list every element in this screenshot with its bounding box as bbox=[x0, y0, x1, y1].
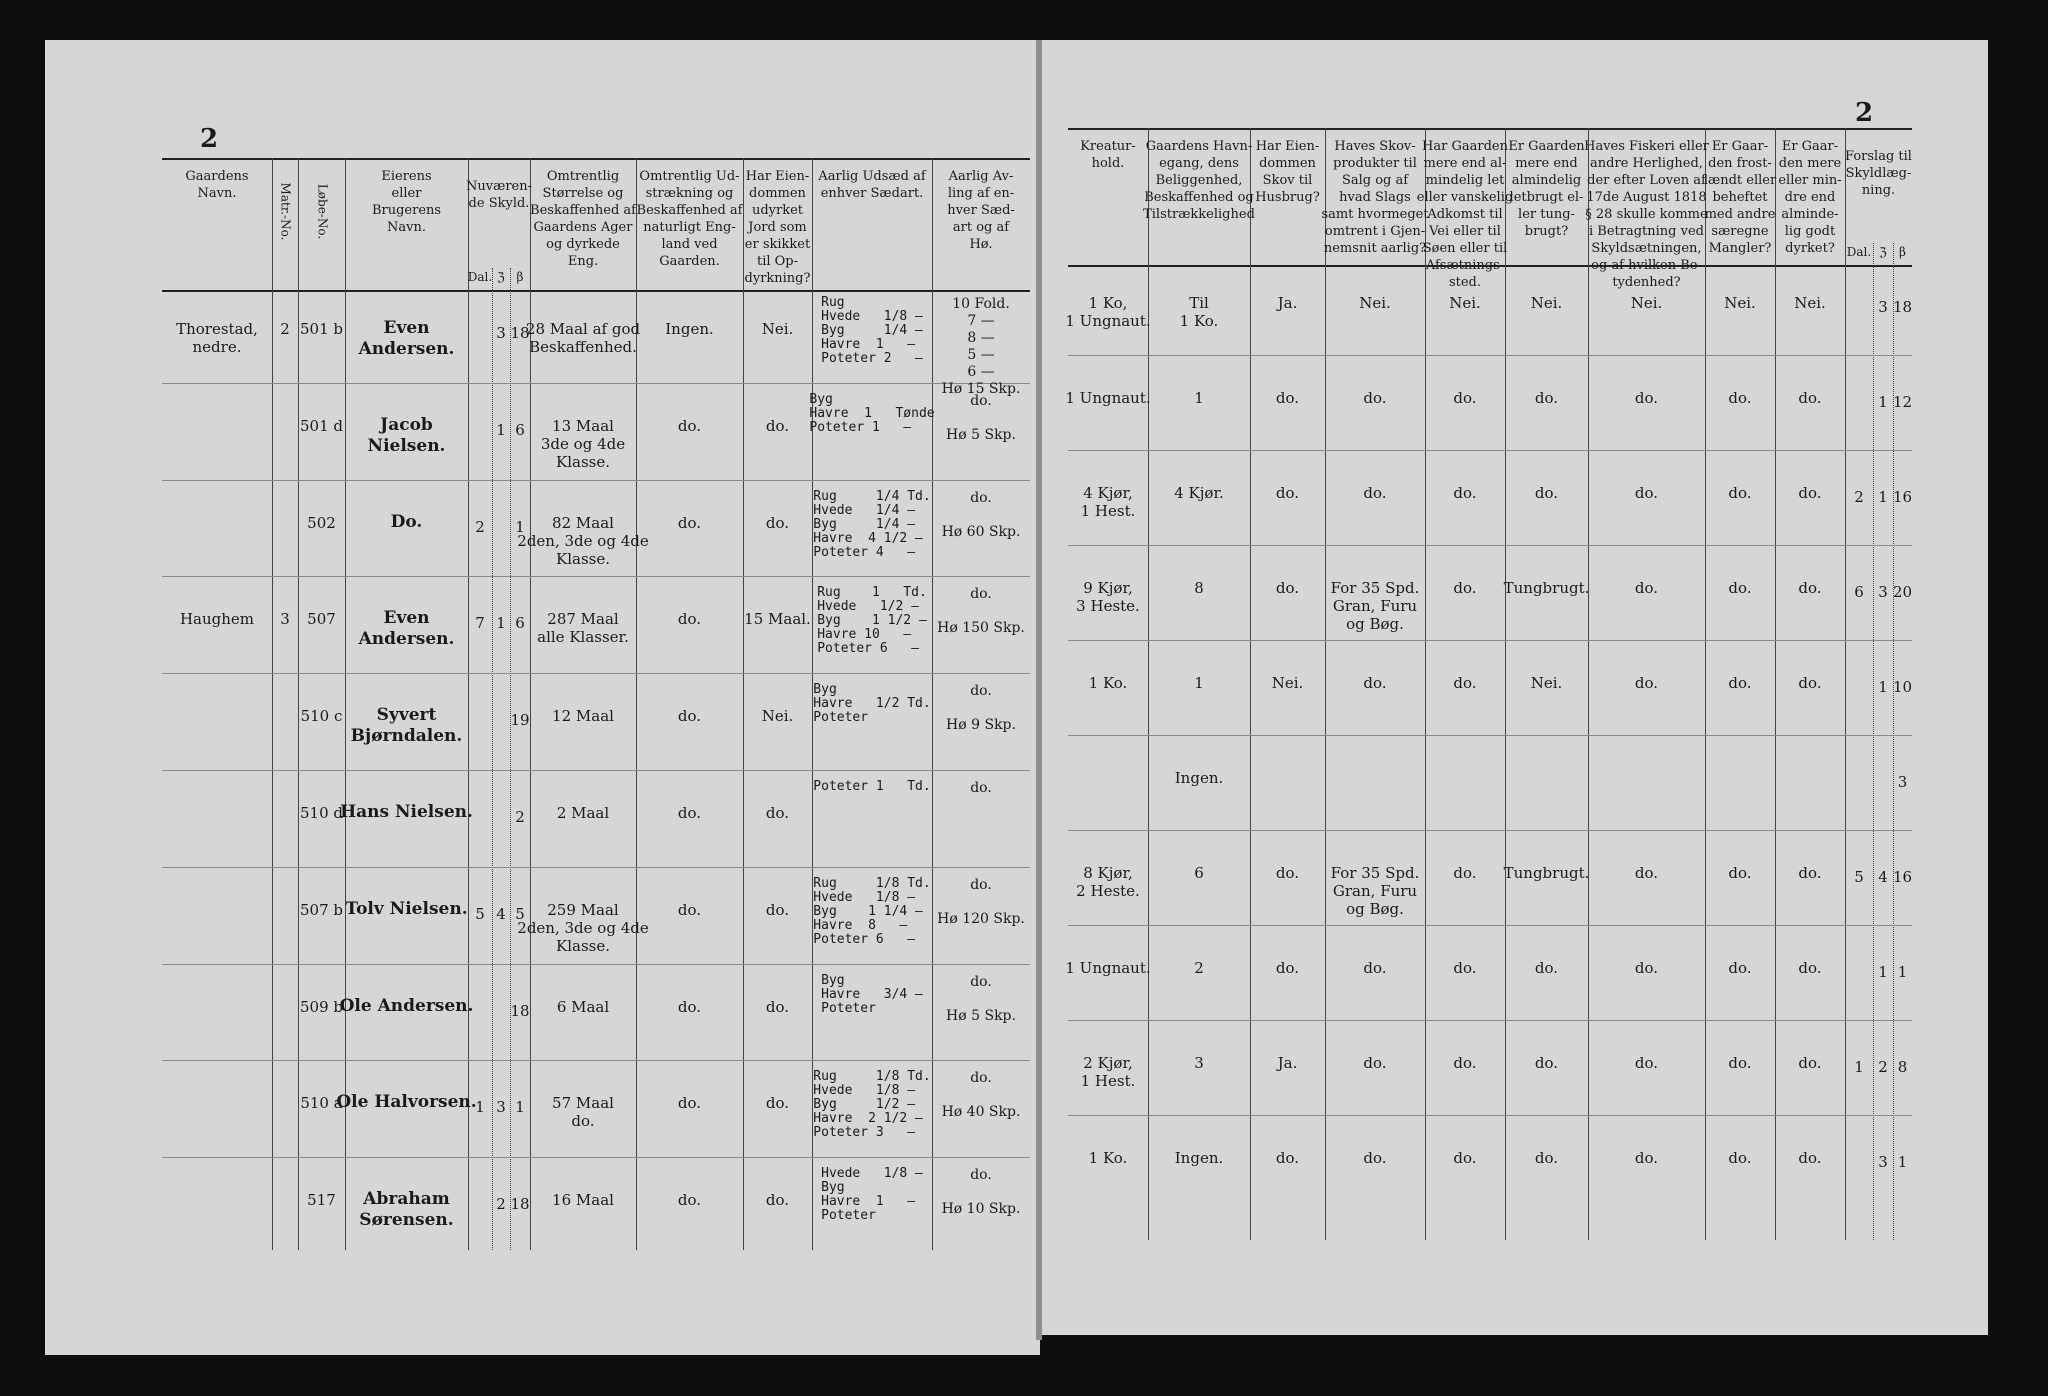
right-row-letbrugt: do. bbox=[1534, 1054, 1559, 1072]
left-row-skyld-value: 1 bbox=[496, 614, 506, 633]
right-row-frost: do. bbox=[1728, 1054, 1752, 1072]
right-row-rule bbox=[1068, 450, 1912, 451]
right-row-forslag-value: 3 bbox=[1897, 773, 1908, 791]
right-row-skov: Nei. bbox=[1271, 674, 1304, 692]
right-row-letbrugt: do. bbox=[1534, 484, 1559, 502]
right-row-havn: 4 Kjør. bbox=[1174, 484, 1224, 502]
left-unit-daler: Dal. bbox=[467, 270, 493, 284]
left-row-udstr: do. bbox=[677, 900, 702, 919]
left-row-udstr: do. bbox=[677, 416, 702, 435]
right-row-fiskeri: do. bbox=[1634, 389, 1659, 407]
right-row-frost: do. bbox=[1728, 579, 1752, 597]
right-row-afkomst: do. bbox=[1453, 484, 1477, 502]
left-row-udstr: do. bbox=[677, 1094, 702, 1113]
left-row-matr: 2 bbox=[280, 320, 290, 338]
right-unit-skilling: β bbox=[1899, 245, 1906, 259]
left-row-skyld-value: 5 bbox=[475, 904, 485, 923]
left-row-udyrket: Nei. bbox=[761, 320, 794, 338]
left-row-gaard: Haughem bbox=[179, 610, 255, 629]
right-row-dyrket: do. bbox=[1798, 959, 1822, 977]
left-row-udyrket: do. bbox=[765, 997, 790, 1016]
left-row-lobe: 510 a bbox=[300, 1094, 343, 1113]
right-row-kreatur: 1 Ko. bbox=[1088, 1149, 1128, 1167]
right-row-afkomst: do. bbox=[1453, 864, 1477, 882]
right-row-skovprod: do. bbox=[1363, 1149, 1387, 1167]
right-row-havn: Ingen. bbox=[1174, 1149, 1224, 1167]
left-header-rule bbox=[162, 290, 1030, 292]
right-column-rule bbox=[1845, 128, 1846, 1240]
right-row-letbrugt: Tungbrugt. bbox=[1503, 864, 1590, 882]
left-row-udyrket: do. bbox=[765, 513, 790, 532]
left-row-eier: Even Andersen. bbox=[358, 608, 455, 650]
left-row-gaard: Thorestad, nedre. bbox=[176, 320, 258, 356]
right-row-frost: do. bbox=[1728, 389, 1752, 407]
left-row-skyld-value: 2 bbox=[515, 808, 525, 826]
right-top-rule bbox=[1068, 128, 1912, 130]
left-header-avling: Aarlig Av- ling af en- hver Sæd- art og af Hø. bbox=[947, 169, 1015, 252]
right-row-rule bbox=[1068, 735, 1912, 736]
right-row-forslag-value: 1 bbox=[1897, 1153, 1908, 1171]
right-row-fiskeri: do. bbox=[1634, 484, 1659, 502]
right-row-kreatur: 1 Ko. bbox=[1088, 674, 1128, 692]
right-row-skov: Ja. bbox=[1277, 294, 1298, 312]
right-row-afkomst: do. bbox=[1453, 1149, 1477, 1167]
left-row-rule bbox=[162, 383, 1030, 384]
right-row-forslag-value: 1 bbox=[1854, 1058, 1864, 1076]
right-row-rule bbox=[1068, 830, 1912, 831]
left-row-rule bbox=[162, 480, 1030, 481]
left-row-lobe: 507 bbox=[307, 610, 336, 629]
right-column-rule bbox=[1325, 128, 1326, 1240]
left-row-avling: do. Hø 120 Skp. bbox=[937, 876, 1025, 927]
left-row-udsaed: Rug 1/8 Td. Hvede 1/8 — Byg 1/2 — Havre 2 1/2 — Poteter 3 — bbox=[813, 1069, 931, 1141]
right-row-fiskeri: do. bbox=[1634, 1054, 1659, 1072]
right-row-letbrugt: Nei. bbox=[1530, 674, 1563, 692]
left-row-eier: Syvert Bjørndalen. bbox=[350, 705, 463, 747]
left-row-ager: 16 Maal bbox=[552, 1191, 614, 1210]
right-row-forslag-value: 1 bbox=[1878, 678, 1888, 696]
left-column-rule bbox=[345, 158, 346, 1250]
right-row-kreatur: 2 Kjør, 1 Hest. bbox=[1080, 1054, 1136, 1090]
right-row-rule bbox=[1068, 925, 1912, 926]
left-row-udsaed: Rug 1 Td. Hvede 1/2 — Byg 1 1/2 — Havre 10 — Poteter 6 — bbox=[817, 585, 927, 657]
left-row-lobe: 510 c bbox=[300, 707, 343, 726]
right-row-skov: do. bbox=[1275, 959, 1300, 977]
right-row-fiskeri: do. bbox=[1634, 864, 1659, 882]
right-header-havn: Gaardens Havn- egang, dens Beliggenhed, Beskaffenhed og Tilstrækkelighed bbox=[1143, 139, 1255, 222]
right-row-skov: do. bbox=[1275, 864, 1300, 882]
left-row-eier: Tolv Nielsen. bbox=[345, 898, 468, 919]
right-row-havn: 1 bbox=[1194, 389, 1204, 407]
right-row-forslag-value: 4 bbox=[1878, 868, 1888, 886]
right-row-dyrket: do. bbox=[1798, 389, 1822, 407]
right-row-frost: do. bbox=[1728, 484, 1752, 502]
left-row-avling: do. Hø 5 Skp. bbox=[946, 973, 1016, 1024]
right-row-dyrket: do. bbox=[1798, 674, 1822, 692]
right-row-skov: do. bbox=[1275, 484, 1300, 502]
right-row-forslag-value: 20 bbox=[1892, 583, 1913, 601]
right-row-dyrket: do. bbox=[1798, 579, 1822, 597]
left-row-lobe: 510 d bbox=[299, 804, 344, 822]
right-row-havn: 2 bbox=[1194, 959, 1204, 977]
right-row-fiskeri: Nei. bbox=[1630, 294, 1663, 312]
left-row-udyrket: do. bbox=[765, 1094, 790, 1113]
right-row-dyrket: do. bbox=[1798, 864, 1822, 882]
left-row-skyld-value: 3 bbox=[496, 324, 506, 342]
left-row-rule bbox=[162, 1060, 1030, 1061]
page-number-right: 2 bbox=[1855, 98, 1874, 128]
left-row-skyld-value: 18 bbox=[510, 324, 530, 342]
right-row-skov: do. bbox=[1275, 579, 1300, 597]
left-row-skyld-value: 1 bbox=[515, 517, 525, 536]
right-row-letbrugt: do. bbox=[1534, 1149, 1559, 1167]
right-row-afkomst: Nei. bbox=[1449, 294, 1481, 312]
left-row-udsaed: Hvede 1/8 — Byg Havre 1 — Poteter bbox=[821, 1166, 923, 1224]
right-row-forslag-value: 16 bbox=[1892, 488, 1913, 506]
right-row-skov: do. bbox=[1275, 1149, 1300, 1167]
right-row-rule bbox=[1068, 545, 1912, 546]
left-header-matr: Matr.-No. bbox=[278, 182, 293, 241]
right-header-skov: Har Eien- dommen Skov til Husbrug? bbox=[1255, 139, 1320, 205]
right-unit-ort: ℨ bbox=[1879, 245, 1887, 259]
left-row-eier: Ole Andersen. bbox=[339, 995, 474, 1016]
left-row-udyrket: do. bbox=[765, 900, 790, 919]
left-row-udsaed: Rug Hvede 1/8 — Byg 1/4 — Havre 1 — Poteter 2 — bbox=[821, 295, 923, 366]
left-row-eier: Ole Halvorsen. bbox=[336, 1092, 477, 1113]
book-spine bbox=[1036, 40, 1042, 1340]
right-row-skovprod: do. bbox=[1363, 484, 1387, 502]
left-row-avling: do. Hø 10 Skp. bbox=[941, 1167, 1021, 1218]
left-row-udsaed: Byg Havre 1/2 Td. Poteter bbox=[813, 682, 931, 726]
left-row-udsaed: Byg Havre 1 Tønde Poteter 1 — bbox=[809, 391, 935, 435]
left-row-lobe: 501 b bbox=[299, 320, 344, 338]
right-row-skovprod: do. bbox=[1363, 674, 1387, 692]
right-column-rule bbox=[1775, 128, 1776, 1240]
right-row-forslag-value: 3 bbox=[1878, 1153, 1888, 1171]
left-row-skyld-value: 18 bbox=[510, 1195, 530, 1214]
left-row-udsaed: Rug 1/8 Td. Hvede 1/8 — Byg 1 1/4 — Havre 8 — Poteter 6 — bbox=[813, 875, 931, 947]
left-row-skyld-value: 2 bbox=[496, 1195, 506, 1214]
right-row-dyrket: do. bbox=[1798, 484, 1822, 502]
right-row-forslag-value: 18 bbox=[1892, 298, 1913, 316]
left-row-lobe: 501 d bbox=[299, 416, 344, 435]
right-row-fiskeri: do. bbox=[1634, 959, 1659, 977]
right-row-skovprod: do. bbox=[1363, 1054, 1387, 1072]
right-row-kreatur: 1 Ko, 1 Ungnaut. bbox=[1065, 294, 1151, 330]
left-row-avling: do. Hø 40 Skp. bbox=[941, 1070, 1021, 1121]
right-row-forslag-value: 1 bbox=[1878, 963, 1888, 981]
right-header-afkomst: Har Gaarden mere end al- mindelig let eller vanskelig Adkomst til Vei eller til Søen eller til Afsætnings- sted. bbox=[1416, 139, 1514, 290]
right-row-havn: Til 1 Ko. bbox=[1179, 294, 1219, 330]
left-row-ager: 2 Maal bbox=[556, 804, 610, 822]
left-row-ager: 12 Maal bbox=[552, 707, 614, 726]
right-row-letbrugt: Tungbrugt. bbox=[1503, 579, 1590, 597]
left-header-ager: Omtrentlig Størrelse og Beskaffenhed af Gaardens Ager og dyrkede Eng. bbox=[530, 169, 636, 269]
left-row-udyrket: do. bbox=[765, 804, 790, 822]
right-row-fiskeri: do. bbox=[1634, 579, 1659, 597]
left-row-ager: 6 Maal bbox=[556, 997, 610, 1016]
right-header-dyrket: Er Gaar- den mere eller min- dre end alminde- lig godt dyrket? bbox=[1778, 139, 1842, 256]
left-row-skyld-value: 6 bbox=[515, 420, 525, 439]
right-row-letbrugt: Nei. bbox=[1530, 294, 1563, 312]
right-row-forslag-value: 2 bbox=[1854, 488, 1864, 506]
left-column-rule bbox=[298, 158, 299, 1250]
right-row-forslag-value: 5 bbox=[1854, 868, 1864, 886]
right-row-forslag-value: 16 bbox=[1892, 868, 1913, 886]
left-row-avling: do. Hø 60 Skp. bbox=[941, 489, 1021, 540]
right-row-fiskeri: do. bbox=[1634, 674, 1659, 692]
left-row-rule bbox=[162, 964, 1030, 965]
left-row-skyld-value: 6 bbox=[515, 614, 525, 633]
left-row-skyld-value: 18 bbox=[510, 1001, 530, 1020]
right-row-kreatur: 4 Kjør, 1 Hest. bbox=[1080, 484, 1136, 520]
right-row-forslag-value: 1 bbox=[1878, 393, 1888, 411]
left-row-skyld-value: 3 bbox=[496, 1098, 506, 1117]
left-row-skyld-value: 1 bbox=[475, 1098, 485, 1117]
left-row-rule bbox=[162, 673, 1030, 674]
right-row-frost: do. bbox=[1728, 864, 1752, 882]
right-row-kreatur: 1 Ungnaut. bbox=[1065, 389, 1151, 407]
left-row-rule bbox=[162, 867, 1030, 868]
left-row-skyld-value: 2 bbox=[475, 517, 485, 536]
left-row-udyrket: Nei. bbox=[761, 707, 794, 726]
right-row-frost: do. bbox=[1728, 959, 1752, 977]
left-row-udstr: do. bbox=[677, 1191, 702, 1210]
left-header-udstr: Omtrentlig Ud- strækning og Beskaffenhed af naturligt Eng- land ved Gaarden. bbox=[636, 169, 743, 269]
right-row-dyrket: do. bbox=[1798, 1149, 1822, 1167]
left-row-avling: do. bbox=[970, 780, 992, 796]
right-row-havn: 1 bbox=[1194, 674, 1204, 692]
right-row-forslag-value: 1 bbox=[1878, 488, 1888, 506]
right-row-havn: 3 bbox=[1194, 1054, 1204, 1072]
right-row-forslag-value: 2 bbox=[1878, 1058, 1888, 1076]
right-row-kreatur: 8 Kjør, 2 Heste. bbox=[1076, 864, 1140, 900]
left-subcolumn-rule bbox=[492, 268, 493, 1250]
right-row-rule bbox=[1068, 355, 1912, 356]
right-row-skov: do. bbox=[1275, 389, 1300, 407]
left-row-avling: 10 Fold. 7 — 8 — 5 — 6 — Hø 15 Skp. bbox=[941, 296, 1021, 397]
right-header-fiskeri: Haves Fiskeri eller andre Herlighed, der efter Loven af 17de August 1818 § 28 skulle komme i Betragtning ved Skyldsætningen, og af hvilken Be- tydenhed? bbox=[1584, 139, 1709, 290]
left-row-ager: 28 Maal af god Beskaffenhed. bbox=[525, 320, 641, 356]
right-row-havn: Ingen. bbox=[1174, 769, 1224, 787]
right-row-kreatur: 9 Kjør, 3 Heste. bbox=[1076, 579, 1140, 615]
right-row-forslag-value: 3 bbox=[1878, 298, 1888, 316]
left-row-avling: do. Hø 150 Skp. bbox=[937, 586, 1025, 637]
right-row-letbrugt: do. bbox=[1534, 389, 1559, 407]
left-header-gaard: Gaardens Navn. bbox=[185, 169, 249, 201]
left-row-ager: 57 Maal do. bbox=[552, 1094, 614, 1131]
left-column-rule bbox=[468, 158, 469, 1250]
left-row-skyld-value: 5 bbox=[515, 904, 525, 923]
right-row-rule bbox=[1068, 640, 1912, 641]
right-row-frost: do. bbox=[1728, 674, 1752, 692]
left-row-eier: Do. bbox=[390, 511, 423, 532]
left-column-rule bbox=[743, 158, 744, 1250]
left-row-avling: do. Hø 9 Skp. bbox=[946, 683, 1016, 734]
left-row-eier: Even Andersen. bbox=[358, 318, 455, 359]
left-header-udyrket: Har Eien- dommen udyrket Jord som er skikket til Op- dyrkning? bbox=[744, 169, 811, 286]
right-row-fiskeri: do. bbox=[1634, 1149, 1659, 1167]
left-header-skyld: Nuværen- de Skyld. bbox=[466, 179, 532, 211]
left-row-eier: Hans Nielsen. bbox=[340, 802, 473, 822]
right-row-forslag-value: 1 bbox=[1897, 963, 1908, 981]
left-row-lobe: 507 b bbox=[299, 900, 344, 919]
left-row-skyld-value: 4 bbox=[496, 904, 506, 923]
left-row-ager: 287 Maal alle Klasser. bbox=[537, 610, 629, 647]
left-row-udyrket: do. bbox=[765, 1191, 790, 1210]
right-header-frost: Er Gaar- den frost- lændt eller beheftet med andre særegne Mangler? bbox=[1703, 139, 1777, 256]
left-row-udsaed: Poteter 1 Td. bbox=[813, 779, 931, 794]
right-subcolumn-rule bbox=[1873, 243, 1874, 1240]
right-row-skovprod: For 35 Spd. Gran, Furu og Bøg. bbox=[1330, 864, 1420, 918]
left-row-udstr: do. bbox=[677, 707, 702, 726]
right-row-havn: 8 bbox=[1194, 579, 1204, 597]
left-row-eier: Jacob Nielsen. bbox=[367, 414, 446, 456]
left-row-lobe: 509 b bbox=[299, 997, 344, 1016]
right-row-skovprod: do. bbox=[1363, 389, 1387, 407]
left-row-udstr: do. bbox=[677, 610, 702, 629]
right-column-rule bbox=[1505, 128, 1506, 1240]
left-row-skyld-value: 7 bbox=[475, 614, 485, 633]
left-row-skyld-value: 1 bbox=[496, 420, 506, 439]
left-subcolumn-rule bbox=[510, 268, 511, 1250]
left-header-udsaed: Aarlig Udsæd af enhver Sædart. bbox=[818, 169, 926, 201]
left-header-lobe: Løbe-No. bbox=[315, 183, 329, 240]
left-column-rule bbox=[932, 158, 933, 1250]
left-row-udstr: do. bbox=[677, 513, 702, 532]
left-row-matr: 3 bbox=[280, 610, 290, 629]
right-row-havn: 6 bbox=[1194, 864, 1204, 882]
left-row-ager: 259 Maal 2den, 3de og 4de Klasse. bbox=[517, 900, 649, 955]
right-row-skovprod: do. bbox=[1363, 959, 1387, 977]
right-row-letbrugt: do. bbox=[1534, 959, 1559, 977]
right-row-afkomst: do. bbox=[1453, 1054, 1477, 1072]
right-header-kreatur: Kreatur- hold. bbox=[1080, 139, 1136, 171]
right-row-rule bbox=[1068, 1115, 1912, 1116]
left-unit-ort: ℨ bbox=[497, 270, 505, 284]
left-row-ager: 13 Maal 3de og 4de Klasse. bbox=[540, 416, 626, 471]
left-row-udstr: Ingen. bbox=[665, 320, 714, 338]
left-row-udyrket: 15 Maal. bbox=[744, 610, 811, 629]
right-column-rule bbox=[1588, 128, 1589, 1240]
right-unit-daler: Dal. bbox=[1846, 245, 1872, 259]
right-row-frost: do. bbox=[1728, 1149, 1752, 1167]
left-row-rule bbox=[162, 576, 1030, 577]
right-header-forslag: Forslag til Skyldlæg- ning. bbox=[1845, 149, 1912, 198]
left-row-skyld-value: 19 bbox=[510, 711, 530, 730]
left-row-rule bbox=[162, 770, 1030, 771]
right-row-afkomst: do. bbox=[1453, 959, 1477, 977]
left-row-lobe: 502 bbox=[307, 513, 336, 532]
left-row-udstr: do. bbox=[677, 804, 702, 822]
right-row-forslag-value: 12 bbox=[1892, 393, 1913, 411]
right-row-skovprod: For 35 Spd. Gran, Furu og Bøg. bbox=[1330, 579, 1420, 633]
left-row-lobe: 517 bbox=[307, 1191, 336, 1210]
right-row-skovprod: Nei. bbox=[1359, 294, 1391, 312]
right-row-frost: Nei. bbox=[1724, 294, 1756, 312]
right-header-letbrugt: Er Gaarden mere end almindelig letbrugt el- ler tung- brugt? bbox=[1508, 139, 1585, 239]
right-row-afkomst: do. bbox=[1453, 674, 1477, 692]
right-column-rule bbox=[1425, 128, 1426, 1240]
left-row-udsaed: Rug 1/4 Td. Hvede 1/4 — Byg 1/4 — Havre 4 1/2 — Poteter 4 — bbox=[813, 488, 931, 560]
right-header-skovprod: Haves Skov- produkter til Salg og af hvad Slags samt hvormeget omtrent i Gjen- nemsnit aarlig? bbox=[1321, 139, 1429, 256]
left-row-ager: 82 Maal 2den, 3de og 4de Klasse. bbox=[517, 513, 649, 568]
right-column-rule bbox=[1250, 128, 1251, 1240]
right-row-dyrket: Nei. bbox=[1794, 294, 1826, 312]
left-unit-skilling: β bbox=[516, 270, 524, 284]
page-number-left: 2 bbox=[200, 124, 219, 154]
left-row-eier: Abraham Sørensen. bbox=[359, 1189, 454, 1231]
right-column-rule bbox=[1705, 128, 1706, 1240]
right-row-forslag-value: 10 bbox=[1892, 678, 1913, 696]
left-row-rule bbox=[162, 1157, 1030, 1158]
left-row-udstr: do. bbox=[677, 997, 702, 1016]
right-row-forslag-value: 6 bbox=[1854, 583, 1864, 601]
left-top-rule bbox=[162, 158, 1030, 160]
left-row-udsaed: Byg Havre 3/4 — Poteter bbox=[821, 972, 923, 1016]
left-row-udyrket: do. bbox=[765, 416, 790, 435]
left-row-skyld-value: 1 bbox=[515, 1098, 525, 1117]
right-row-dyrket: do. bbox=[1798, 1054, 1822, 1072]
left-header-eier: Eierens eller Brugerens Navn. bbox=[371, 169, 442, 235]
right-row-afkomst: do. bbox=[1453, 579, 1477, 597]
right-row-forslag-value: 3 bbox=[1878, 583, 1888, 601]
right-row-skov: Ja. bbox=[1277, 1054, 1298, 1072]
right-row-forslag-value: 8 bbox=[1897, 1058, 1908, 1076]
right-row-rule bbox=[1068, 1020, 1912, 1021]
left-row-avling: do. Hø 5 Skp. bbox=[946, 392, 1016, 443]
right-row-afkomst: do. bbox=[1453, 389, 1477, 407]
right-row-kreatur: 1 Ungnaut. bbox=[1065, 959, 1151, 977]
left-column-rule bbox=[272, 158, 273, 1250]
